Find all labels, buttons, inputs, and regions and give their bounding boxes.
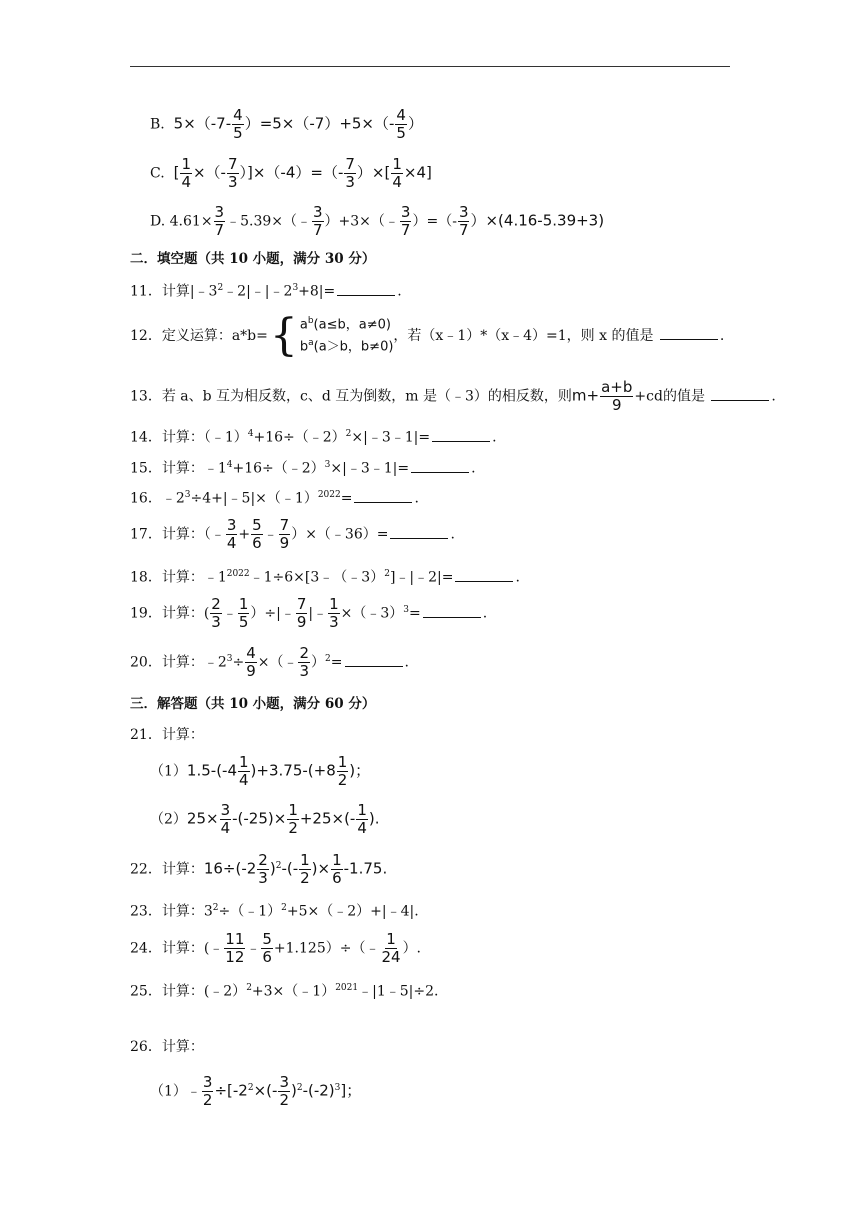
fraction: $\frac{1}{2}$ [337,753,348,789]
answer-blank [354,492,412,503]
fraction: $\frac{3}{2}$ [279,1073,289,1109]
fraction: $\frac{3}{4}$ [220,801,231,837]
fraction: $\frac{7}{3}$ [227,155,238,191]
fraction: $\frac{1}{5}$ [238,595,249,631]
fraction: $\frac{1}{3}$ [329,595,339,631]
left-brace: { [269,310,298,362]
fraction: $\frac{1}{4}$ [392,155,402,191]
question-23: 23．计算：$3^2\div(﹣1)^2+5\times(﹣2)+|﹣4|$. [130,903,419,920]
answer-blank [411,462,469,473]
section-heading-fill-in: 二．填空题（共 10 小题，满分 30 分） [130,251,376,267]
question-21-part-1: （1）1.5-(-4 $\frac{1}{4}$ )+3.75-(+8 $\frac{1}{2}$ )； [150,753,371,789]
fraction: $\frac{3}{7}$ [458,203,469,239]
fraction: $\frac{4}{5}$ [233,106,243,142]
piecewise-cases: $a^b(a\le b$，a≠0) $b^a(a>b$，b≠0) [299,316,394,355]
question-15: 15．计算：$﹣1^4+16\div(﹣2)^3\times|﹣3﹣1|=$ . [130,460,476,477]
fraction: $\frac{5}{6}$ [262,930,272,966]
question-21: 21．计算： [130,727,204,743]
fraction: $\frac{1}{4}$ [239,753,249,789]
answer-blank [455,571,513,582]
fraction: $\frac{1}{2}$ [288,801,298,837]
question-17: 17．计算：（﹣ $\frac{3}{4}$ + $\frac{5}{6}$ ﹣ $\frac{7}{9}$ ）×（﹣36）= . [130,516,455,552]
question-13: 13．若 a、b 互为相反数，c、d 互为倒数，m 是（﹣3）的相反数，则m+ $\frac{a+b}{9}$ +cd的值是 . [130,378,776,414]
question-12: 12．定义运算：a*b={ $a^b(a\le b$，a≠0) $b^a(a>b$，b≠0) ，若（x﹣1）*（x﹣4）=1，则 x 的值是 . [130,310,725,362]
fraction: $\frac{2}{3}$ [299,644,310,680]
fraction: $\frac{3}{7}$ [214,203,225,239]
header-rule [130,66,730,67]
fraction: $\frac{4}{5}$ [396,106,406,142]
question-21-part-2: （2）25× $\frac{3}{4}$ -(-25)× $\frac{1}{2}$ +25×(- $\frac{1}{4}$ ). [150,801,380,837]
answer-blank [337,285,395,296]
fraction: $\frac{1}{4}$ [181,155,191,191]
fraction: $\frac{3}{4}$ [226,516,237,552]
fraction: $\frac{7}{9}$ [296,595,307,631]
answer-blank [432,431,490,442]
fraction: $\frac{2}{3}$ [258,851,268,887]
fraction: $\frac{4}{9}$ [246,644,256,680]
question-11: 11．计算$|﹣3^2﹣2|﹣|﹣2^3+8|=$ . [130,283,402,300]
question-24: 24．计算：(﹣ $\frac{11}{12}$ ﹣ $\frac{5}{6}$ +1.125）÷（﹣ $\frac{1}{24}$ ）. [130,930,422,966]
option-d: D. 4.61× $\frac{3}{7}$ ﹣5.39×（﹣ $\frac{3}{7}$ ）+3×（﹣ $\frac{3}{7}$ ）=（- $\frac{3}{7}$ ）×(4.16-5.39+3) [150,203,605,239]
answer-blank [711,390,769,401]
option-b: B. 5×（-7- $\frac{4}{5}$ ）=5×（-7）+5×（- $\frac{4}{5}$ ） [150,106,423,142]
answer-blank [660,329,718,340]
question-18: 18．计算：$﹣1^{2022}﹣1\div 6\times[3﹣(﹣3)^2]﹣|﹣2|=$ . [130,569,520,586]
fraction: $\frac{7}{9}$ [279,516,290,552]
fraction: $\frac{3}{7}$ [313,203,323,239]
fraction: $\frac{3}{7}$ [400,203,411,239]
fraction: $\frac{1}{4}$ [357,801,367,837]
fraction: $\frac{1}{6}$ [332,851,342,887]
question-16: 16．$﹣2^3\div 4+|﹣5|\times(﹣1)^{2022}=$ . [130,490,419,507]
fraction: $\frac{1}{24}$ [381,930,401,966]
question-26-part-1: （1）﹣ $\frac{3}{2}$ $\div[-2^2\times(-$ $\frac{3}{2}$ )$^2-(-2)^3$]； [150,1073,362,1109]
fraction: $\frac{3}{2}$ [202,1073,213,1109]
answer-blank [390,528,448,539]
question-22: 22．计算：16÷(-2 $\frac{2}{3}$ )$^2$-(- $\frac{1}{2}$ )× $\frac{1}{6}$ -1.75. [130,851,388,887]
fraction: $\frac{11}{12}$ [225,930,245,966]
fraction: $\frac{2}{3}$ [211,595,221,631]
question-19: 19．计算：( $\frac{2}{3}$ ﹣ $\frac{1}{5}$ ）÷|﹣ $\frac{7}{9}$ |﹣ $\frac{1}{3}$ ×（﹣3）$^3$= . [130,595,488,631]
answer-blank [423,607,481,618]
fraction: $\frac{7}{3}$ [345,155,355,191]
question-20: 20．计算：$﹣2^3\div$ $\frac{4}{9}$ ×（﹣ $\frac{2}{3}$ ）$^2$= . [130,644,409,680]
fraction: $\frac{1}{2}$ [300,851,310,887]
question-14: 14．计算：（﹣1）$^4$+16÷（﹣2）$^2$×|﹣3﹣1|= . [130,429,497,446]
option-c: C. [ $\frac{1}{4}$ ×（- $\frac{7}{3}$ ）]×（-4）=（- $\frac{7}{3}$ ）×[ $\frac{1}{4}$ ×4] [150,155,432,191]
answer-blank [345,656,403,667]
fraction: $\frac{5}{6}$ [252,516,262,552]
question-25: 25．计算：(﹣2）$^2$+3×（﹣1）$^{2021}$﹣|1﹣5|÷2. [130,983,439,1000]
question-26: 26．计算： [130,1039,204,1055]
fraction: $\frac{a+b}{9}$ [601,378,633,414]
section-heading-solve: 三．解答题（共 10 小题，满分 60 分） [130,696,376,712]
